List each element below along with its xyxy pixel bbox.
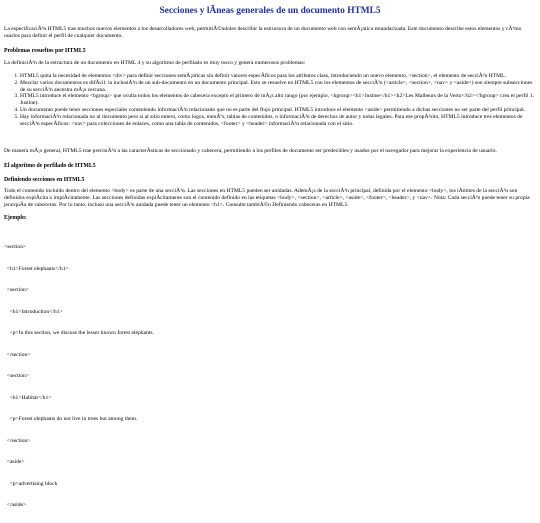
- code-line: <section>: [4, 287, 29, 294]
- intro-paragraph: La especificaciÃ³n HTML5 trae muchos nuevos elementos a los desarrolladores web, permitiÃ©ndoles describir la estructura de un documento web con semÃ¡ntica estandarizada. Este documento describe estos elementos y cÃ³mo usarlos para definir el perfil de cualquier documento.: [4, 26, 522, 40]
- example-heading: Ejemplo:: [4, 214, 27, 221]
- code-line: </section>: [4, 437, 31, 444]
- list-item: 3. HTML5 introduce el elemento <hgroup> que oculta todos los elementos de cabecera excepto el primero de mÃ¡s alto rango (por ejemplo, <hgroup><h1>Justine</h1><h2>Les Malheurs de la Vertu</h2></hgroup> crea el perfil 1. Justine).: [20, 93, 536, 107]
- code-line: <p>In this section, we discuss the lesser known forest elephants.: [4, 330, 155, 337]
- list-item: 1. HTML5 quita la necesidad de elementos <div> para definir secciones semÃ¡nticas sin definir valores especÃficos para los atributos class, introduciendo un nuevo elemento, <section>, el elemento de secciÃ³n HTML.: [20, 73, 536, 80]
- list-item: 2. Mezclar varios documentos es difÃcil: la inclusiÃ³n de un sub-documento en un documento principal. Esto se resuelve en HTML5 con los elementos de secciÃ³n (<article>, <section>, <nav> y <aside>) son siempre subsecciones de su secciÃ³n ancestra mÃ¡s cercana.: [20, 80, 536, 94]
- page-title: Secciones y lÃneas generales de un documento HTML5: [159, 6, 381, 16]
- problems-intro: La definiciÃ³n de la estructura de un documento en HTML 4 y su algoritmo de perfilado es muy tosco y genera numerosos problemas:: [4, 59, 306, 66]
- code-line: <p>Forest elephants do not live in trees but among them.: [4, 416, 138, 423]
- spacer: [4, 134, 536, 148]
- algorithm-heading: El algoritmo de perfilado de HTML5: [4, 163, 96, 170]
- list-item: 5. Hay informaciÃ³n relacionada no al documento pero si al sitio entero, como logos, menÃºs, tablas de contenidos, o informaciÃ³n de derechos de autor y notas legales. Para ese propÃ³sito, HTML5 introduce tres elementos de secciÃ³n especÃficos: <nav> para colecciones de enlaces, como una tabla de contenidos, <footer> y <header> informaciÃ³n relacionada con el sitio.: [20, 114, 536, 128]
- code-line: <h1>Forest elephants</h1>: [4, 265, 69, 272]
- code-line: <h1>Habitat</h1>: [4, 394, 52, 401]
- code-line: <p>advertising block: [4, 480, 58, 487]
- code-line: </section>: [4, 351, 31, 358]
- code-line: <aside>: [4, 459, 25, 466]
- problems-list: [4, 73, 536, 129]
- summary-paragraph: De manera mÃ¡s general, HTML5 trae precisiÃ³n a las caracterÃsticas de seccionado y cabecera, permitiendo a los perfiles de documento ser predecibles y usados por el navegador para mejorar la experiencia de usuario.: [4, 148, 497, 155]
- defining-paragraph: Todo el contenido incluido dentro del elemento <body> es parte de una secciÃ³n. Las secciones en HTML5 pueden ser anidadas. AdemÃ¡s de la secciÃ³n principal, definida por el elemento <body>, los lÃmites de la secciÃ³n son definidos explÃcita o implÃcitamente. Las secciones definidas explÃcitamente son el contenido definido en las etiquetas <body>, <section>, <article>, <aside>, <footer>, <header>, y <nav>. Nota: Cada secciÃ³n puede tener su propia jerarquÃa de cabeceras. Por lo tanto, incluso una secciÃ³n anidada puede tener un elemento <h1>. Consulte tambiÃ©n Definiendo cabeceras en HTML5.: [4, 187, 530, 208]
- list-item: 4. Un documento puede tener secciones especiales conteniendo informaciÃ³n relacionado que no es parte del flujo principal. HTML5 introduce el elemento <aside> permitiendo a dichas secciones no ser parte del perfil principal.: [20, 107, 536, 114]
- code-line: </aside>: [4, 501, 27, 508]
- problems-heading: Problemas resueltos por HTML5: [4, 48, 86, 55]
- defining-heading: Definiendo secciones en HTML5: [4, 176, 85, 183]
- code-line: <section>: [4, 244, 27, 251]
- code-line: <h1>Introduction</h1>: [4, 308, 63, 315]
- code-line: <section>: [4, 373, 29, 380]
- code-example: [4, 230, 536, 523]
